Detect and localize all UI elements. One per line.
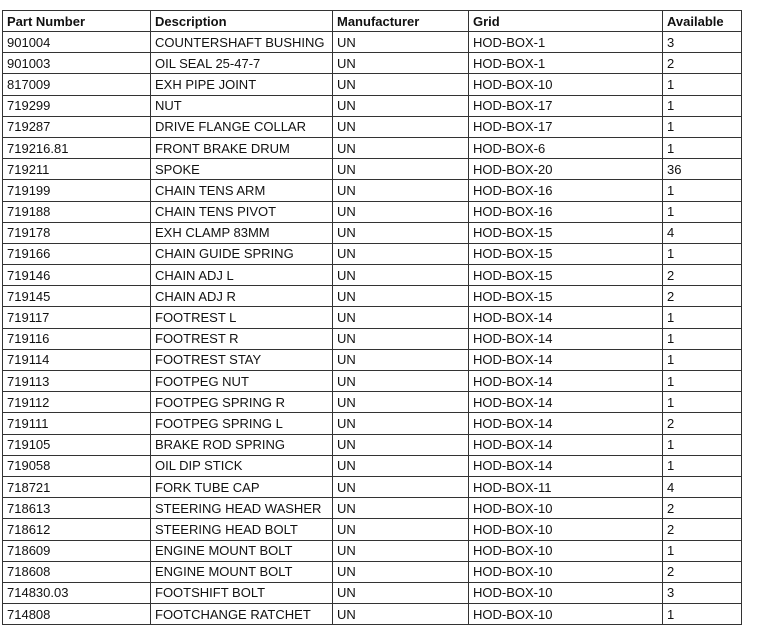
available-cell: 2 [663, 53, 742, 74]
part-number-cell: 817009 [3, 74, 151, 95]
available-cell: 2 [663, 413, 742, 434]
available-cell: 3 [663, 32, 742, 53]
table-row [3, 328, 742, 349]
part-number-cell: 719178 [3, 222, 151, 243]
available-cell: 1 [663, 349, 742, 370]
manufacturer-cell: UN [333, 371, 469, 392]
table-row [3, 413, 742, 434]
grid-cell: HOD-BOX-14 [469, 434, 663, 455]
grid-cell: HOD-BOX-20 [469, 159, 663, 180]
available-cell: 1 [663, 371, 742, 392]
grid-cell: HOD-BOX-15 [469, 286, 663, 307]
manufacturer-cell: UN [333, 307, 469, 328]
available-cell: 1 [663, 180, 742, 201]
manufacturer-cell: UN [333, 498, 469, 519]
table-row [3, 371, 742, 392]
grid-cell: HOD-BOX-14 [469, 392, 663, 413]
manufacturer-cell: UN [333, 116, 469, 137]
grid-cell: HOD-BOX-14 [469, 455, 663, 476]
parts-table [2, 10, 742, 625]
description-cell: FRONT BRAKE DRUM [151, 137, 333, 158]
grid-cell: HOD-BOX-15 [469, 265, 663, 286]
part-number-cell: 718613 [3, 498, 151, 519]
available-cell: 1 [663, 74, 742, 95]
description-cell: FOOTREST L [151, 307, 333, 328]
manufacturer-cell: UN [333, 243, 469, 264]
manufacturer-cell: UN [333, 434, 469, 455]
part-number-cell: 719299 [3, 95, 151, 116]
table-row [3, 476, 742, 497]
description-cell: FOOTSHIFT BOLT [151, 582, 333, 603]
manufacturer-cell: UN [333, 582, 469, 603]
available-cell: 4 [663, 476, 742, 497]
available-cell: 4 [663, 222, 742, 243]
available-cell: 1 [663, 95, 742, 116]
manufacturer-cell: UN [333, 519, 469, 540]
description-cell: FOOTPEG NUT [151, 371, 333, 392]
grid-cell: HOD-BOX-14 [469, 307, 663, 328]
grid-cell: HOD-BOX-10 [469, 582, 663, 603]
grid-cell: HOD-BOX-10 [469, 540, 663, 561]
available-cell: 2 [663, 286, 742, 307]
column-header-manufacturer: Manufacturer [333, 11, 469, 32]
table-row [3, 159, 742, 180]
part-number-cell: 719145 [3, 286, 151, 307]
grid-cell: HOD-BOX-17 [469, 95, 663, 116]
description-cell: NUT [151, 95, 333, 116]
available-cell: 1 [663, 307, 742, 328]
manufacturer-cell: UN [333, 540, 469, 561]
manufacturer-cell: UN [333, 328, 469, 349]
table-row [3, 116, 742, 137]
description-cell: FOOTPEG SPRING R [151, 392, 333, 413]
description-cell: CHAIN TENS PIVOT [151, 201, 333, 222]
available-cell: 1 [663, 328, 742, 349]
description-cell: COUNTERSHAFT BUSHING [151, 32, 333, 53]
manufacturer-cell: UN [333, 53, 469, 74]
table-body [3, 32, 742, 625]
column-header-available: Available [663, 11, 742, 32]
description-cell: DRIVE FLANGE COLLAR [151, 116, 333, 137]
table-row [3, 349, 742, 370]
available-cell: 1 [663, 455, 742, 476]
table-row [3, 604, 742, 625]
part-number-cell: 719146 [3, 265, 151, 286]
table-row [3, 137, 742, 158]
table-row [3, 286, 742, 307]
grid-cell: HOD-BOX-14 [469, 328, 663, 349]
part-number-cell: 719188 [3, 201, 151, 222]
available-cell: 2 [663, 519, 742, 540]
available-cell: 1 [663, 243, 742, 264]
part-number-cell: 719113 [3, 371, 151, 392]
manufacturer-cell: UN [333, 455, 469, 476]
table-row [3, 243, 742, 264]
available-cell: 1 [663, 116, 742, 137]
table-row [3, 582, 742, 603]
part-number-cell: 719105 [3, 434, 151, 455]
description-cell: STEERING HEAD BOLT [151, 519, 333, 540]
available-cell: 1 [663, 604, 742, 625]
manufacturer-cell: UN [333, 604, 469, 625]
grid-cell: HOD-BOX-10 [469, 498, 663, 519]
table-header [3, 11, 742, 32]
table-row [3, 519, 742, 540]
part-number-cell: 719111 [3, 413, 151, 434]
manufacturer-cell: UN [333, 286, 469, 307]
part-number-cell: 718612 [3, 519, 151, 540]
table-row [3, 307, 742, 328]
manufacturer-cell: UN [333, 392, 469, 413]
grid-cell: HOD-BOX-10 [469, 561, 663, 582]
available-cell: 1 [663, 540, 742, 561]
available-cell: 1 [663, 434, 742, 455]
description-cell: FOOTCHANGE RATCHET [151, 604, 333, 625]
table-row [3, 498, 742, 519]
manufacturer-cell: UN [333, 32, 469, 53]
part-number-cell: 718721 [3, 476, 151, 497]
table-row [3, 265, 742, 286]
part-number-cell: 719112 [3, 392, 151, 413]
description-cell: OIL DIP STICK [151, 455, 333, 476]
manufacturer-cell: UN [333, 137, 469, 158]
table-row [3, 32, 742, 53]
table-row [3, 455, 742, 476]
manufacturer-cell: UN [333, 222, 469, 243]
manufacturer-cell: UN [333, 413, 469, 434]
grid-cell: HOD-BOX-10 [469, 519, 663, 540]
available-cell: 36 [663, 159, 742, 180]
table-row [3, 392, 742, 413]
available-cell: 1 [663, 392, 742, 413]
grid-cell: HOD-BOX-15 [469, 222, 663, 243]
part-number-cell: 719058 [3, 455, 151, 476]
grid-cell: HOD-BOX-17 [469, 116, 663, 137]
description-cell: CHAIN TENS ARM [151, 180, 333, 201]
manufacturer-cell: UN [333, 74, 469, 95]
grid-cell: HOD-BOX-1 [469, 53, 663, 74]
table-row [3, 53, 742, 74]
available-cell: 1 [663, 137, 742, 158]
table-row [3, 180, 742, 201]
table-row [3, 222, 742, 243]
table-row [3, 95, 742, 116]
part-number-cell: 901003 [3, 53, 151, 74]
grid-cell: HOD-BOX-15 [469, 243, 663, 264]
available-cell: 2 [663, 498, 742, 519]
part-number-cell: 901004 [3, 32, 151, 53]
grid-cell: HOD-BOX-14 [469, 371, 663, 392]
table-row [3, 434, 742, 455]
description-cell: EXH PIPE JOINT [151, 74, 333, 95]
grid-cell: HOD-BOX-14 [469, 349, 663, 370]
manufacturer-cell: UN [333, 561, 469, 582]
description-cell: FORK TUBE CAP [151, 476, 333, 497]
table-row [3, 561, 742, 582]
description-cell: CHAIN ADJ L [151, 265, 333, 286]
description-cell: CHAIN ADJ R [151, 286, 333, 307]
part-number-cell: 719287 [3, 116, 151, 137]
part-number-cell: 718608 [3, 561, 151, 582]
description-cell: OIL SEAL 25-47-7 [151, 53, 333, 74]
table-row [3, 201, 742, 222]
part-number-cell: 719166 [3, 243, 151, 264]
description-cell: FOOTREST STAY [151, 349, 333, 370]
description-cell: FOOTPEG SPRING L [151, 413, 333, 434]
description-cell: STEERING HEAD WASHER [151, 498, 333, 519]
grid-cell: HOD-BOX-10 [469, 604, 663, 625]
column-header-description: Description [151, 11, 333, 32]
available-cell: 2 [663, 561, 742, 582]
description-cell: CHAIN GUIDE SPRING [151, 243, 333, 264]
header-row [3, 11, 742, 32]
column-header-grid: Grid [469, 11, 663, 32]
available-cell: 1 [663, 201, 742, 222]
manufacturer-cell: UN [333, 180, 469, 201]
manufacturer-cell: UN [333, 476, 469, 497]
grid-cell: HOD-BOX-16 [469, 180, 663, 201]
grid-cell: HOD-BOX-1 [469, 32, 663, 53]
available-cell: 3 [663, 582, 742, 603]
description-cell: BRAKE ROD SPRING [151, 434, 333, 455]
description-cell: EXH CLAMP 83MM [151, 222, 333, 243]
manufacturer-cell: UN [333, 265, 469, 286]
manufacturer-cell: UN [333, 349, 469, 370]
table-row [3, 540, 742, 561]
description-cell: FOOTREST R [151, 328, 333, 349]
available-cell: 2 [663, 265, 742, 286]
part-number-cell: 714808 [3, 604, 151, 625]
part-number-cell: 718609 [3, 540, 151, 561]
grid-cell: HOD-BOX-11 [469, 476, 663, 497]
part-number-cell: 719199 [3, 180, 151, 201]
description-cell: ENGINE MOUNT BOLT [151, 561, 333, 582]
part-number-cell: 714830.03 [3, 582, 151, 603]
part-number-cell: 719211 [3, 159, 151, 180]
grid-cell: HOD-BOX-16 [469, 201, 663, 222]
part-number-cell: 719216.81 [3, 137, 151, 158]
table-row [3, 74, 742, 95]
part-number-cell: 719117 [3, 307, 151, 328]
manufacturer-cell: UN [333, 95, 469, 116]
manufacturer-cell: UN [333, 159, 469, 180]
manufacturer-cell: UN [333, 201, 469, 222]
grid-cell: HOD-BOX-6 [469, 137, 663, 158]
description-cell: ENGINE MOUNT BOLT [151, 540, 333, 561]
grid-cell: HOD-BOX-10 [469, 74, 663, 95]
grid-cell: HOD-BOX-14 [469, 413, 663, 434]
description-cell: SPOKE [151, 159, 333, 180]
part-number-cell: 719116 [3, 328, 151, 349]
part-number-cell: 719114 [3, 349, 151, 370]
column-header-part-number: Part Number [3, 11, 151, 32]
